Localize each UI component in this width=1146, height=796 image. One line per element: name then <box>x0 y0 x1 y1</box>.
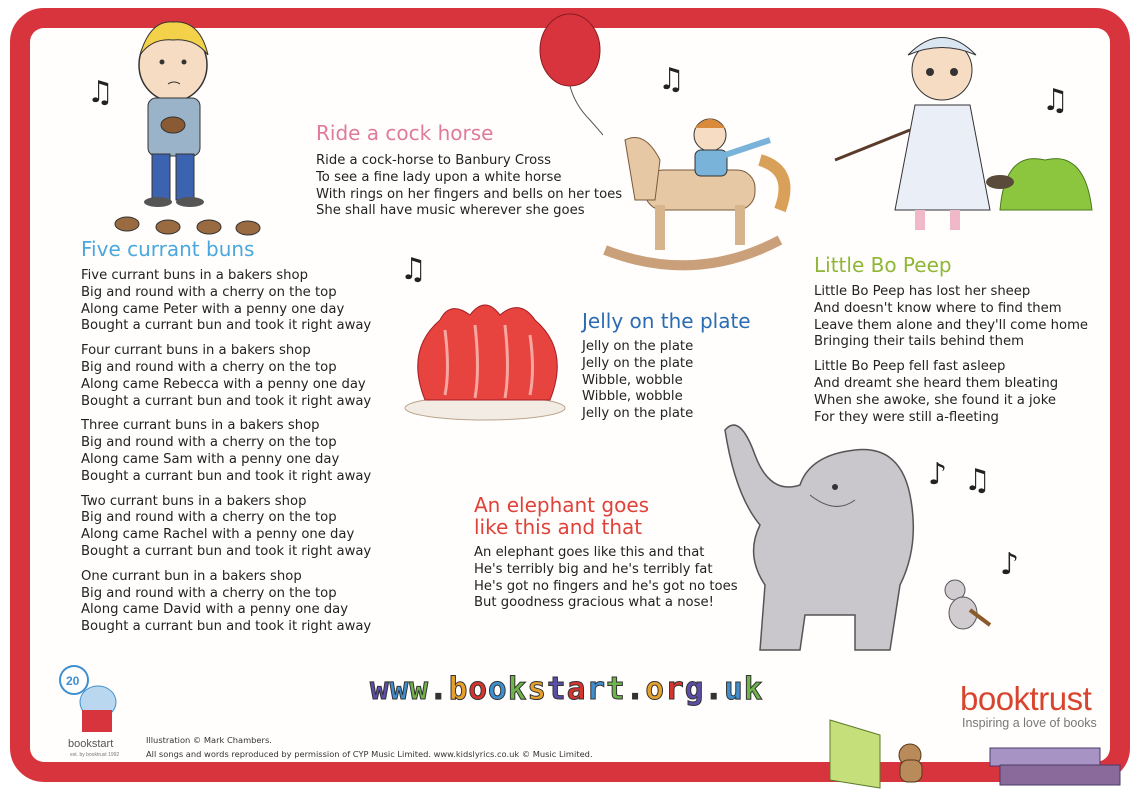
url-letter: . <box>625 671 646 707</box>
elephant-title <box>474 494 649 538</box>
bopeep-title: Little Bo Peep <box>814 253 952 277</box>
jelly-title: Jelly on the plate <box>582 309 751 333</box>
lyric-line: Along came David with a penny one day <box>81 602 349 618</box>
lyric-line: Along came Rachel with a penny one day <box>81 527 355 543</box>
stanza <box>81 343 371 410</box>
bookstart-badge-number: 20 <box>66 674 80 688</box>
lyric-line: Along came Sam with a penny one day <box>81 451 340 467</box>
lyric-line: And dreamt she heard them bleating <box>814 375 1059 391</box>
url-letter: . <box>704 671 725 707</box>
url-letter: w <box>370 671 390 707</box>
lyric-line: He's got no fingers and he's got no toes <box>474 578 738 594</box>
bookstart-logo <box>58 662 128 740</box>
lyric-line: Little Bo Peep fell fast asleep <box>814 359 1006 375</box>
music-note-icon: ♪ <box>928 457 948 492</box>
rocking-horse-illustration <box>595 100 805 280</box>
lyric-line: Big and round with a cherry on the top <box>81 510 337 526</box>
lyric-line: Three currant buns in a bakers shop <box>81 418 320 434</box>
music-note-icon: ♫ <box>964 463 991 498</box>
elephant-title-line: An elephant goes <box>474 493 650 517</box>
booktrust-tagline: Inspiring a love of books <box>962 716 1097 730</box>
url-letter: s <box>527 671 548 707</box>
stanza <box>814 359 1088 426</box>
buns-lyrics <box>81 268 371 644</box>
lyric-line: Bought a currant bun and took it right away <box>81 318 372 334</box>
url-letter: g <box>684 671 705 707</box>
lyric-line: Jelly on the plate <box>582 406 694 422</box>
lyric-line: For they were still a-fleeting <box>814 409 999 425</box>
music-note-icon: ♫ <box>1042 83 1069 118</box>
bo-peep-illustration <box>830 10 1100 240</box>
url-letter: t <box>606 671 626 707</box>
lyric-line: Big and round with a cherry on the top <box>81 435 337 451</box>
ride-title: Ride a cock horse <box>316 121 494 145</box>
lyric-line: Leave them alone and they'll come home <box>814 317 1089 333</box>
lyric-line: Along came Rebecca with a penny one day <box>81 376 366 392</box>
url-letter: u <box>724 671 744 707</box>
lyric-line: He's terribly big and he's terribly fat <box>474 561 713 577</box>
credits <box>146 733 593 761</box>
url-letter: r <box>665 671 685 707</box>
lyric-line: Little Bo Peep has lost her sheep <box>814 284 1031 299</box>
stanza <box>814 284 1088 351</box>
buns-title: Five currant buns <box>81 237 255 261</box>
elephant-illustration <box>715 415 925 660</box>
url-letter: . <box>429 671 449 707</box>
url-letter: o <box>468 671 489 707</box>
mouse-illustration <box>935 575 995 635</box>
lyric-line: Bought a currant bun and took it right away <box>81 543 372 559</box>
url-letter: o <box>488 671 508 707</box>
lyric-line: Jelly on the plate <box>582 339 694 354</box>
lyric-line: Big and round with a cherry on the top <box>81 585 337 601</box>
url-letter: a <box>566 671 587 707</box>
url-letter: b <box>448 671 469 707</box>
bookstart-label: bookstart <box>68 738 114 750</box>
url-letter: r <box>586 671 607 707</box>
url-letter: o <box>645 671 666 707</box>
boy-illustration <box>110 10 260 240</box>
lyric-line: Four currant buns in a bakers shop <box>81 343 311 359</box>
elephant-lyrics <box>474 545 738 612</box>
url-letter: k <box>507 671 528 707</box>
lyric-line: She shall have music wherever she goes <box>316 203 585 219</box>
bopeep-lyrics <box>814 284 1088 434</box>
stanza <box>81 569 371 636</box>
jelly-illustration <box>400 290 575 425</box>
lyric-line: To see a fine lady upon a white horse <box>316 169 562 185</box>
music-note-icon: ♪ <box>1000 547 1020 582</box>
lyric-line: When she awoke, she found it a joke <box>814 392 1057 408</box>
lyric-line: With rings on her fingers and bells on her toes <box>316 186 623 202</box>
music-note-icon: ♫ <box>658 62 685 97</box>
jelly-lyrics <box>582 339 693 423</box>
lyric-line: Bought a currant bun and took it right away <box>81 468 372 484</box>
lyric-line: Big and round with a cherry on the top <box>81 359 337 375</box>
lyric-line: But goodness gracious what a nose! <box>474 595 714 611</box>
lyric-line: Two currant buns in a bakers shop <box>81 493 307 509</box>
lyric-line: Ride a cock-horse to Banbury Cross <box>316 153 551 168</box>
lyric-line: Wibble, wobble <box>582 372 683 388</box>
lyric-line: Wibble, wobble <box>582 389 683 405</box>
lyric-line: Bringing their tails behind them <box>814 334 1024 350</box>
music-note-icon: ♫ <box>400 252 427 287</box>
lyric-line: Jelly on the plate <box>582 355 694 371</box>
booktrust-logo: booktrust <box>960 680 1092 717</box>
url-letter: t <box>547 671 567 707</box>
lyric-line: Bought a currant bun and took it right away <box>81 619 372 635</box>
lyric-line: Along came Peter with a penny one day <box>81 301 345 317</box>
music-note-icon: ♫ <box>87 75 114 110</box>
url-letter: k <box>743 671 764 707</box>
lyric-line: One currant bun in a bakers shop <box>81 568 302 584</box>
lyric-line: Big and round with a cherry on the top <box>81 284 337 300</box>
stanza <box>81 494 371 561</box>
stanza <box>81 268 371 335</box>
credit-illustration: Illustration © Mark Chambers. <box>146 735 272 745</box>
credit-songs: All songs and words reproduced by permission of CYP Music Limited. www.kidslyrics.co.uk © Music Limited. <box>146 749 593 759</box>
elephant-title-line: like this and that <box>474 515 643 539</box>
url-letter: w <box>389 671 410 707</box>
url-letter: w <box>409 671 430 707</box>
lyric-line: And doesn't know where to find them <box>814 300 1062 316</box>
lyric-line: Five currant buns in a bakers shop <box>81 268 308 283</box>
bookstart-sub: est. by booktrust 1992 <box>70 752 120 758</box>
ride-lyrics <box>316 153 622 220</box>
lyric-line: An elephant goes like this and that <box>474 545 705 560</box>
lyric-line: Bought a currant bun and took it right away <box>81 393 372 409</box>
stanza <box>81 418 371 485</box>
bookstart-url[interactable] <box>370 671 763 707</box>
